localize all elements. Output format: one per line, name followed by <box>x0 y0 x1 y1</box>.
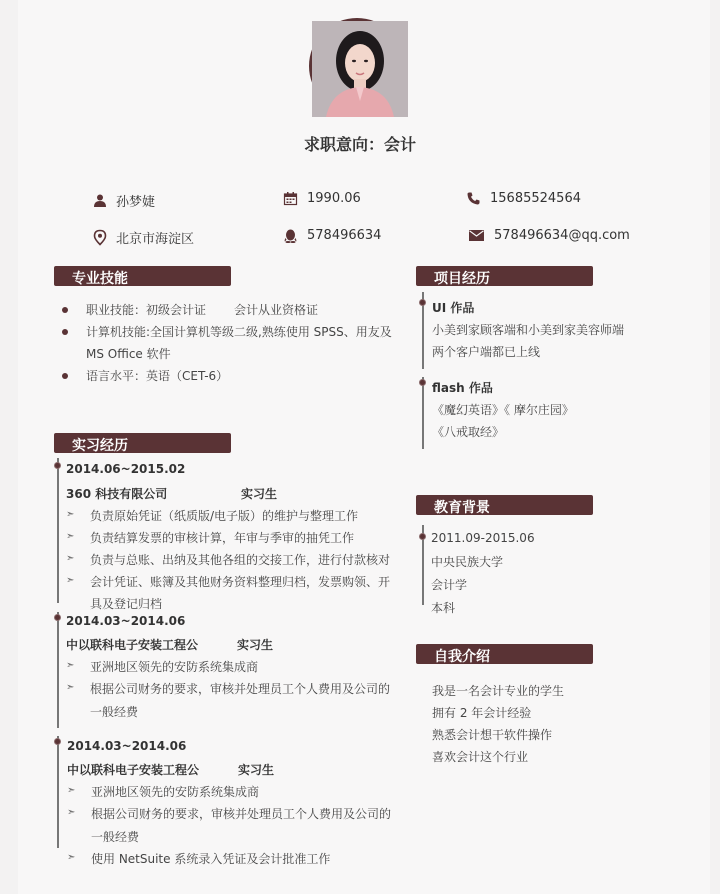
job-company: 360 科技有限公司 <box>66 487 168 501</box>
bullet-arrow-icon: ➣ <box>67 807 76 818</box>
project-line: 两个客户端都已上线 <box>432 345 541 359</box>
envelope-icon <box>469 230 484 241</box>
bullet-dot <box>62 373 68 379</box>
project-line: 《魔幻英语》《 摩尔庄园》 <box>432 403 574 417</box>
birth-value: 1990.06 <box>307 191 361 206</box>
job-duty: 会计凭证、账簿及其他财务资料整理归档，发票购领、开 <box>90 575 391 589</box>
avatar <box>309 18 405 114</box>
about-line: 熟悉会计想干软件操作 <box>432 728 553 742</box>
job-duty: 亚洲地区领先的安防系统集成商 <box>90 660 259 674</box>
skill-item: 计算机技能:全国计算机等级二级,熟练使用 SPSS、用友及 <box>86 325 392 339</box>
page-title: 求职意向：会计 <box>303 135 416 154</box>
portrait-image <box>312 21 408 117</box>
bullet-dot <box>62 307 68 313</box>
info-email <box>469 228 630 243</box>
education-heading <box>416 495 593 515</box>
about-line: 我是一名会计专业的学生 <box>432 684 565 698</box>
info-phone <box>467 191 581 206</box>
phone-icon <box>467 192 480 205</box>
skills-heading <box>54 266 231 286</box>
info-qq <box>284 228 381 243</box>
job-duty: 根据公司财务的要求，审核并处理员工个人费用及公司的 <box>90 682 391 696</box>
timeline-dot <box>54 462 61 469</box>
job-duty: 负责结算发票的审核计算，年审与季审的抽凭工作 <box>90 531 355 545</box>
project-line: 小美到家顾客端和小美到家美容师端 <box>432 323 625 337</box>
projects-heading <box>416 266 593 286</box>
education-heading-label: 教育背景 <box>434 500 490 516</box>
info-location <box>94 228 194 247</box>
timeline-line <box>57 736 59 848</box>
timeline-dot <box>419 299 426 306</box>
job-duty: 负责原始凭证（纸质版/电子版）的维护与整理工作 <box>90 509 359 523</box>
job-date: 2014.03~2014.06 <box>66 614 186 628</box>
job-company: 中以联科电子安装工程公 <box>67 763 200 777</box>
projects-heading-label: 项目经历 <box>434 271 490 287</box>
skill-item: 语言水平：英语（CET-6） <box>86 369 229 383</box>
location-value: 北京市海淀区 <box>116 232 195 247</box>
timeline-dot <box>54 738 61 745</box>
job-duty: 亚洲地区领先的安防系统集成商 <box>91 785 260 799</box>
project-title: flash 作品 <box>432 381 493 395</box>
phone-value: 15685524564 <box>490 191 581 206</box>
info-name <box>94 191 155 210</box>
timeline-dot <box>419 379 426 386</box>
bullet-arrow-icon: ➣ <box>66 575 75 586</box>
info-birth <box>284 191 361 206</box>
timeline-line <box>422 377 424 449</box>
about-heading-label: 自我介绍 <box>434 649 490 665</box>
timeline-dot <box>419 533 426 540</box>
skills-heading-label: 专业技能 <box>72 271 128 287</box>
education-school: 中央民族大学 <box>431 555 504 569</box>
job-duty: 负责与总账、出纳及其他各组的交接工作，进行付款核对 <box>90 553 391 567</box>
bullet-arrow-icon: ➣ <box>67 852 76 863</box>
job-duty-continued: 一般经费 <box>91 830 140 844</box>
job-role: 实习生 <box>237 638 274 652</box>
job-role: 实习生 <box>238 763 275 777</box>
location-pin-icon <box>94 230 106 245</box>
education-period: 2011.09-2015.06 <box>431 531 535 545</box>
job-duty-clipped: 具及登记归档 <box>90 597 163 611</box>
email-value: 578496634@qq.com <box>494 228 630 243</box>
timeline-line <box>57 612 59 728</box>
bullet-arrow-icon: ➣ <box>66 553 75 564</box>
skill-item-continued: MS Office 软件 <box>86 347 171 361</box>
internship-heading-label: 实习经历 <box>72 438 128 454</box>
calendar-icon <box>284 192 297 205</box>
bullet-dot <box>62 329 68 335</box>
qq-penguin-icon <box>284 229 297 243</box>
job-role: 实习生 <box>241 487 278 501</box>
project-title: UI 作品 <box>432 301 475 315</box>
job-company: 中以联科电子安装工程公 <box>66 638 199 652</box>
about-heading <box>416 644 593 664</box>
job-date: 2014.03~2014.06 <box>67 739 187 753</box>
clipped-line <box>90 595 390 611</box>
skill-item: 职业技能：初级会计证 <box>86 303 207 317</box>
internship-heading <box>54 433 231 453</box>
project-line: 《八戒取经》 <box>432 425 505 439</box>
qq-value: 578496634 <box>307 228 382 243</box>
about-line: 喜欢会计这个行业 <box>432 750 529 764</box>
job-duty-continued: 一般经费 <box>90 705 139 719</box>
bullet-arrow-icon: ➣ <box>66 682 75 693</box>
person-icon <box>94 194 106 207</box>
bullet-arrow-icon: ➣ <box>66 531 75 542</box>
job-duty: 根据公司财务的要求，审核并处理员工个人费用及公司的 <box>91 807 392 821</box>
bullet-arrow-icon: ➣ <box>66 660 75 671</box>
skill-item-extra: 会计从业资格证 <box>234 303 319 317</box>
education-major: 会计学 <box>431 578 468 592</box>
timeline-line <box>57 458 59 603</box>
bullet-arrow-icon: ➣ <box>66 509 75 520</box>
timeline-dot <box>54 614 61 621</box>
education-degree: 本科 <box>431 601 456 615</box>
name-value: 孙梦婕 <box>116 195 156 210</box>
bullet-arrow-icon: ➣ <box>67 785 76 796</box>
job-duty: 使用 NetSuite 系统录入凭证及会计批准工作 <box>91 852 331 866</box>
job-date: 2014.06~2015.02 <box>66 462 186 476</box>
about-line: 拥有 2 年会计经验 <box>432 706 532 720</box>
